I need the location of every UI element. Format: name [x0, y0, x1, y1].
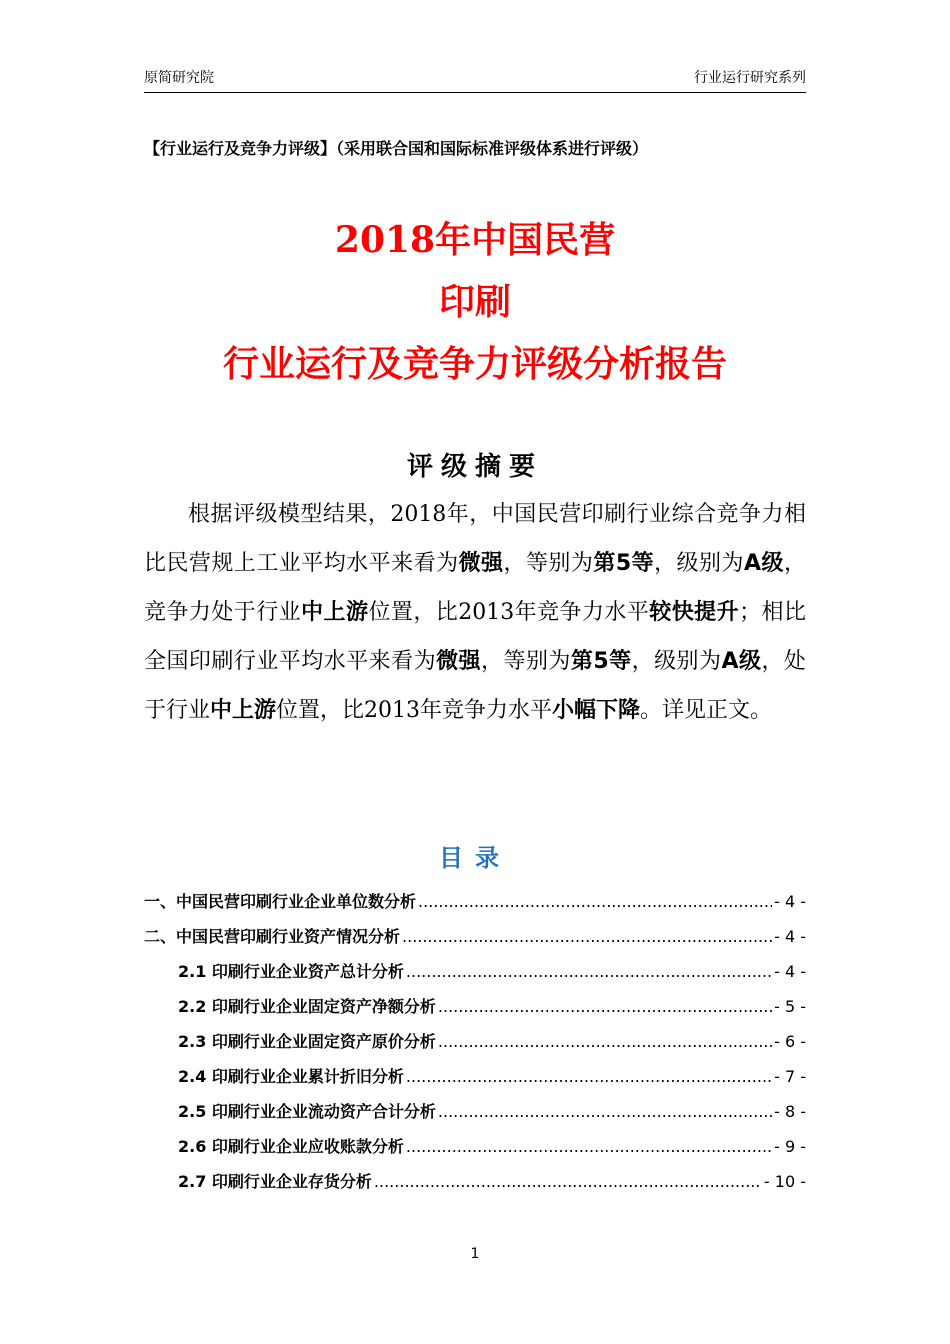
- toc-leader-dots: [406, 954, 772, 989]
- summary-text: 位置，比2013年竞争力水平: [276, 698, 553, 723]
- summary-text: ，级别为: [654, 551, 744, 576]
- report-title-line-2: 印刷: [438, 281, 511, 323]
- toc-leader-dots: [438, 1094, 772, 1129]
- toc-entry-label: 2.1 印刷行业企业资产总计分析: [178, 962, 404, 981]
- header-series-name: 行业运行研究系列: [694, 70, 806, 86]
- summary-text: ；相比全国印刷行业平均水平来看为: [144, 600, 806, 674]
- summary-emphasis: 第5等: [593, 551, 655, 576]
- toc-entry-page: - 10 -: [763, 1172, 806, 1191]
- toc-entry-page: - 6 -: [774, 1032, 806, 1051]
- toc-entry[interactable]: [144, 989, 806, 1024]
- toc-entry-label: 2.6 印刷行业企业应收账款分析: [178, 1137, 404, 1156]
- toc-leader-dots: [418, 884, 772, 919]
- toc-entry-label: 2.7 印刷行业企业存货分析: [178, 1172, 372, 1191]
- toc-entry-label: 2.2 印刷行业企业固定资产净额分析: [178, 997, 436, 1016]
- summary-text: 根据评级模型结果，2018年，中国民营印刷行业综合竞争力相比民营规上工业平均水平来看为: [144, 502, 806, 576]
- toc-entry[interactable]: [144, 884, 806, 919]
- toc-entry-label: 2.5 印刷行业企业流动资产合计分析: [178, 1102, 436, 1121]
- summary-text: ，竞争力处于行业: [144, 551, 806, 625]
- report-title-line-3: 行业运行及竞争力评级分析报告: [222, 343, 727, 385]
- summary-paragraph: [144, 490, 806, 735]
- summary-body: [144, 490, 806, 735]
- toc-entry[interactable]: [144, 919, 806, 954]
- toc-leader-dots: [374, 1164, 762, 1199]
- toc-leader-dots: [402, 919, 772, 954]
- toc-entry-label: 二、中国民营印刷行业资产情况分析: [144, 927, 401, 946]
- summary-emphasis: 微强: [436, 649, 482, 674]
- rating-note: 【行业运行及竞争力评级】（采用联合国和国际标准评级体系进行评级）: [144, 139, 649, 158]
- summary-emphasis: A级: [743, 551, 784, 576]
- toc-entry-page: - 4 -: [774, 927, 806, 946]
- summary-heading: 评级摘要: [406, 452, 543, 482]
- page-number: 1: [470, 1246, 480, 1262]
- toc-entry[interactable]: [144, 1129, 806, 1164]
- summary-text: ，等别为: [503, 551, 594, 576]
- summary-text: 。详见正文。: [640, 698, 773, 723]
- summary-text: ，处于行业: [144, 649, 806, 723]
- toc-leader-dots: [406, 1129, 772, 1164]
- summary-emphasis: 第5等: [570, 649, 632, 674]
- toc-entry[interactable]: [144, 1059, 806, 1094]
- toc-entry-page: - 7 -: [774, 1067, 806, 1086]
- toc-entry-page: - 4 -: [774, 962, 806, 981]
- page-header: [144, 64, 806, 93]
- toc-entry-page: - 8 -: [774, 1102, 806, 1121]
- toc-heading: 目录: [439, 844, 511, 872]
- toc-entry[interactable]: [144, 954, 806, 989]
- header-org-name: 原简研究院: [144, 70, 214, 86]
- toc-entry-page: - 4 -: [774, 892, 806, 911]
- toc-entry-label: 2.3 印刷行业企业固定资产原价分析: [178, 1032, 436, 1051]
- summary-text: ，等别为: [481, 649, 571, 674]
- summary-emphasis: A级: [721, 649, 762, 674]
- toc-entry-label: 一、中国民营印刷行业企业单位数分析: [144, 892, 417, 911]
- summary-emphasis: 小幅下降: [552, 698, 641, 723]
- summary-text: ，级别为: [631, 649, 722, 674]
- summary-emphasis: 较快提升: [649, 600, 740, 625]
- summary-text: 位置，比2013年竞争力水平: [368, 600, 650, 625]
- toc-entry[interactable]: [144, 1094, 806, 1129]
- toc-entry[interactable]: [144, 1164, 806, 1199]
- report-title-line-1: 2018年中国民营: [334, 219, 616, 261]
- toc-entry[interactable]: [144, 1024, 806, 1059]
- toc-leader-dots: [406, 1059, 772, 1094]
- toc-entry-page: - 5 -: [774, 997, 806, 1016]
- table-of-contents: [144, 884, 806, 1199]
- summary-emphasis: 微强: [458, 551, 504, 576]
- summary-emphasis: 中上游: [301, 600, 369, 625]
- toc-entry-label: 2.4 印刷行业企业累计折旧分析: [178, 1067, 404, 1086]
- toc-entry-page: - 9 -: [774, 1137, 806, 1156]
- toc-leader-dots: [438, 1024, 772, 1059]
- summary-emphasis: 中上游: [210, 698, 277, 723]
- toc-leader-dots: [438, 989, 772, 1024]
